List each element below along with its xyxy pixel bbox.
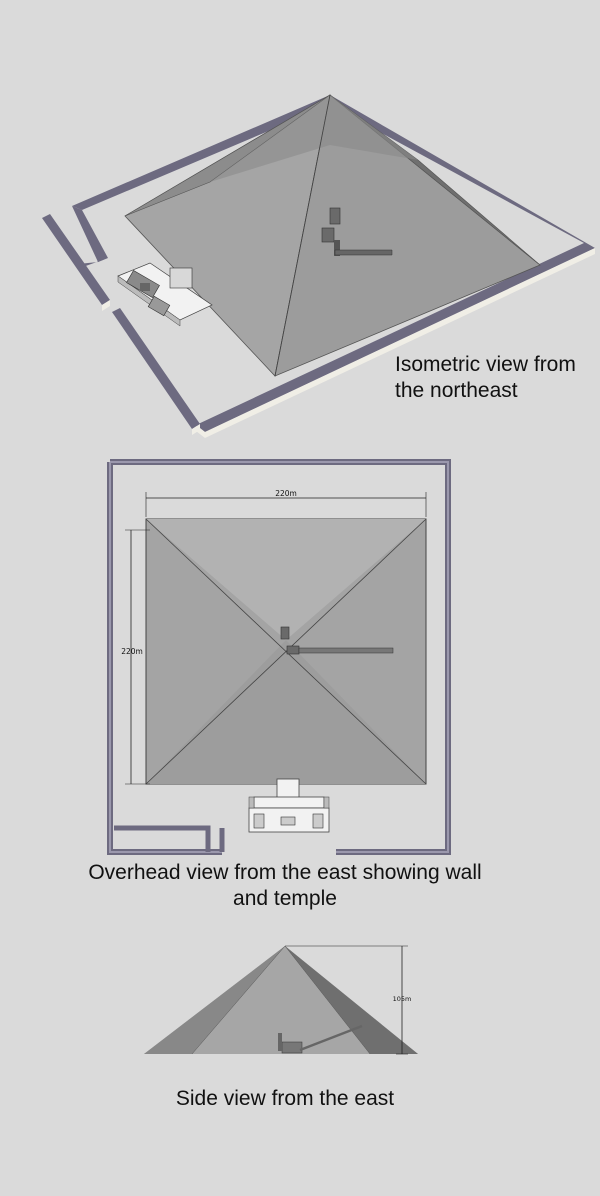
isometric-caption-line2: the northeast xyxy=(395,379,518,402)
side-caption-text: Side view from the east xyxy=(175,1087,395,1110)
overhead-height-label: 220m xyxy=(121,647,143,656)
isometric-caption-line1: Isometric view from xyxy=(395,353,576,376)
side-pyramid xyxy=(144,946,418,1054)
overhead-caption xyxy=(40,860,530,912)
side-height-label: 105m xyxy=(392,995,412,1003)
overhead-view xyxy=(110,462,448,852)
side-caption xyxy=(100,1086,470,1112)
overhead-caption-line2: and temple xyxy=(233,887,337,910)
overhead-pyramid xyxy=(146,519,426,784)
side-view xyxy=(144,946,418,1054)
overhead-temple xyxy=(249,779,329,832)
overhead-width-label: 220m xyxy=(275,489,297,498)
isometric-caption xyxy=(395,352,576,404)
iso-pyramid xyxy=(125,95,540,376)
overhead-caption-line1: Overhead view from the east showing wall xyxy=(88,861,482,884)
